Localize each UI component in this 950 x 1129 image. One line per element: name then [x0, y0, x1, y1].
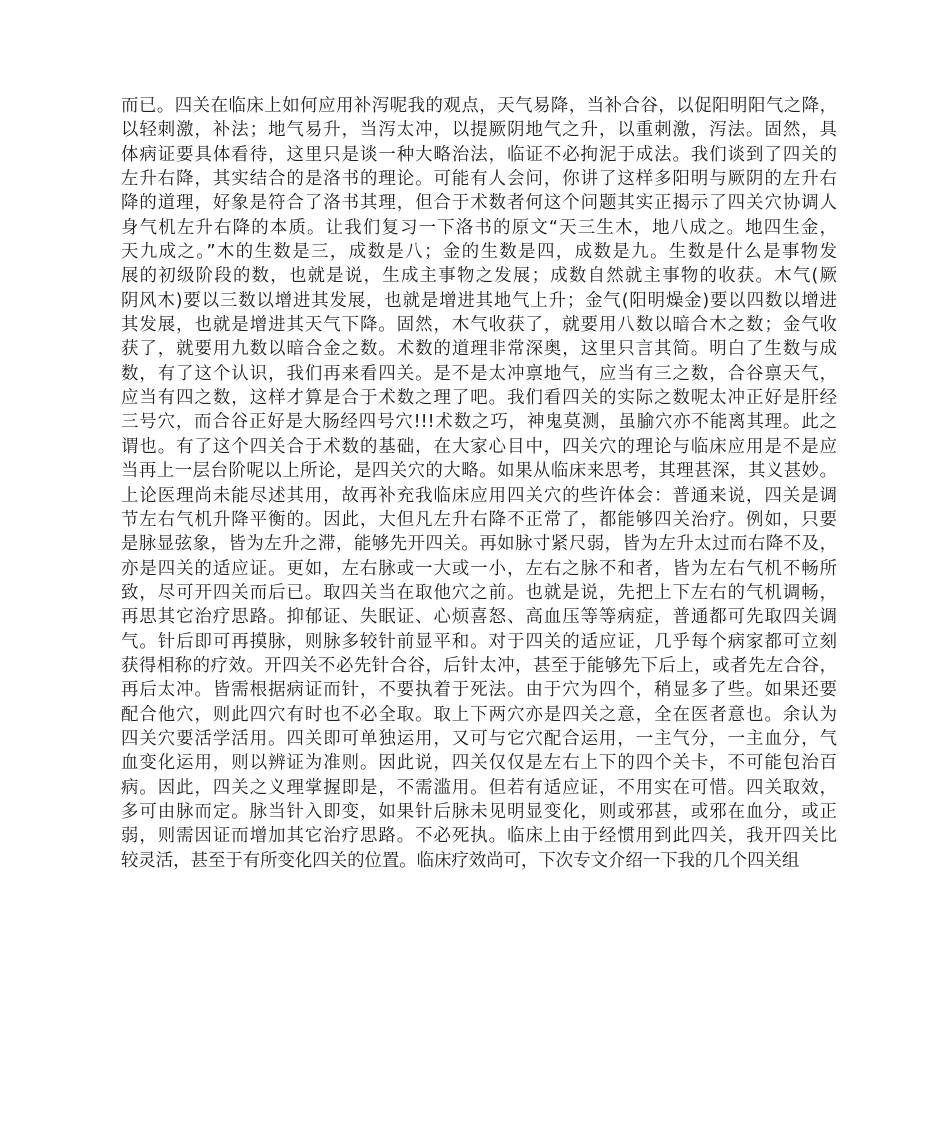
text-line: 天九成之。”木的生数是三，成数是八；金的生数是四，成数是九。生数是什么是事物发 [121, 242, 837, 263]
text-line: 节左右气机升降平衡的。因此，大但凡左升右降不正常了，都能够四关治疗。例如，只要 [121, 509, 837, 530]
text-line: 四关穴要活学活用。四关即可单独运用，又可与它穴配合运用，一主气分，一主血分，气 [121, 728, 837, 749]
text-line: 获了，就要用九数以暗合金之数。术数的道理非常深奥，这里只言其简。明白了生数与成 [121, 339, 837, 360]
text-line: 身气机左升右降的本质。让我们复习一下洛书的原文“天三生木，地八成之。地四生金， [121, 217, 837, 238]
text-line: 展的初级阶段的数，也就是说，生成主事物之发展；成数自然就主事物的收获。木气(厥 [121, 266, 837, 287]
text-line: 较灵活，甚至于有所变化四关的位置。临床疗效尚可，下次专文介绍一下我的几个四关组 [121, 850, 800, 871]
body-text [121, 94, 837, 873]
text-line: 谓也。有了这个四关合于术数的基础，在大家心目中，四关穴的理论与临床应用是不是应 [121, 436, 837, 457]
text-line: 获得相称的疗效。开四关不必先针合谷，后针太冲，甚至于能够先下后上，或者先左合谷， [121, 655, 837, 676]
text-line: 降的道理，好象是符合了洛书其理，但合于术数者何这个问题其实正揭示了四关穴协调人 [121, 193, 837, 214]
text-line: 致，尽可开四关而后已。取四关当在取他穴之前。也就是说，先把上下左右的气机调畅， [121, 582, 837, 603]
text-line: 病。因此，四关之义理掌握即是，不需滥用。但若有适应证，不用实在可惜。四关取效， [121, 777, 837, 798]
text-line: 气。针后即可再摸脉，则脉多较针前显平和。对于四关的适应证，几乎每个病家都可立刻 [121, 631, 837, 652]
text-line: 三号穴，而合谷正好是大肠经四号穴!!!术数之巧，神鬼莫测，虽腧穴亦不能离其理。此之 [121, 412, 837, 433]
text-line: 弱，则需因证而增加其它治疗思路。不必死执。临床上由于经惯用到此四关，我开四关比 [121, 826, 837, 847]
text-line: 体病证要具体看待，这里只是谈一种大略治法，临证不必拘泥于成法。我们谈到了四关的 [121, 144, 837, 165]
text-line: 以轻刺激，补法；地气易升，当泻太冲，以提厥阴地气之升，以重刺激，泻法。固然，具 [121, 120, 837, 141]
text-line: 左升右降，其实结合的是洛书的理论。可能有人会问，你讲了这样多阳明与厥阴的左升右 [121, 169, 837, 190]
text-line: 数，有了这个认识，我们再来看四关。是不是太冲禀地气，应当有三之数，合谷禀天气， [121, 363, 837, 384]
text-line: 应当有四之数，这样才算是合于术数之理了吧。我们看四关的实际之数呢太冲正好是肝经 [121, 388, 837, 409]
text-line: 配合他穴，则此四穴有时也不必全取。取上下两穴亦是四关之意，全在医者意也。余认为 [121, 704, 837, 725]
text-line: 再后太冲。皆需根据病证而针，不要执着于死法。由于穴为四个，稍显多了些。如果还要 [121, 680, 837, 701]
text-line: 亦是四关的适应证。更如，左右脉或一大或一小，左右之脉不和者，皆为左右气机不畅所 [121, 558, 837, 579]
text-line: 而已。四关在临床上如何应用补泻呢我的观点，天气易降，当补合谷，以促阳明阳气之降， [121, 96, 837, 116]
text-line: 上论医理尚未能尽述其用，故再补充我临床应用四关穴的些许体会：普通来说，四关是调 [121, 485, 837, 506]
text-line: 阴风木)要以三数以增进其发展，也就是增进其地气上升；金气(阳明燥金)要以四数以增进 [121, 290, 837, 311]
text-line: 血变化运用，则以辨证为准则。因此说，四关仅仅是左右上下的四个关卡，不可能包治百 [121, 753, 837, 774]
text-line: 再思其它治疗思路。抑郁证、失眠证、心烦喜怒、高血压等等病症，普通都可先取四关调 [121, 607, 837, 628]
text-line: 是脉显弦象，皆为左升之滞，能够先开四关。再如脉寸紧尺弱，皆为左升太过而右降不及， [121, 534, 837, 555]
text-line: 其发展，也就是增进其天气下降。固然，木气收获了，就要用八数以暗合木之数；金气收 [121, 315, 837, 336]
text-line: 多可由脉而定。脉当针入即变，如果针后脉未见明显变化，则或邪甚，或邪在血分，或正 [121, 801, 837, 822]
text-line: 当再上一层台阶呢以上所论，是四关穴的大略。如果从临床来思考，其理甚深，其义甚妙。 [121, 461, 837, 482]
